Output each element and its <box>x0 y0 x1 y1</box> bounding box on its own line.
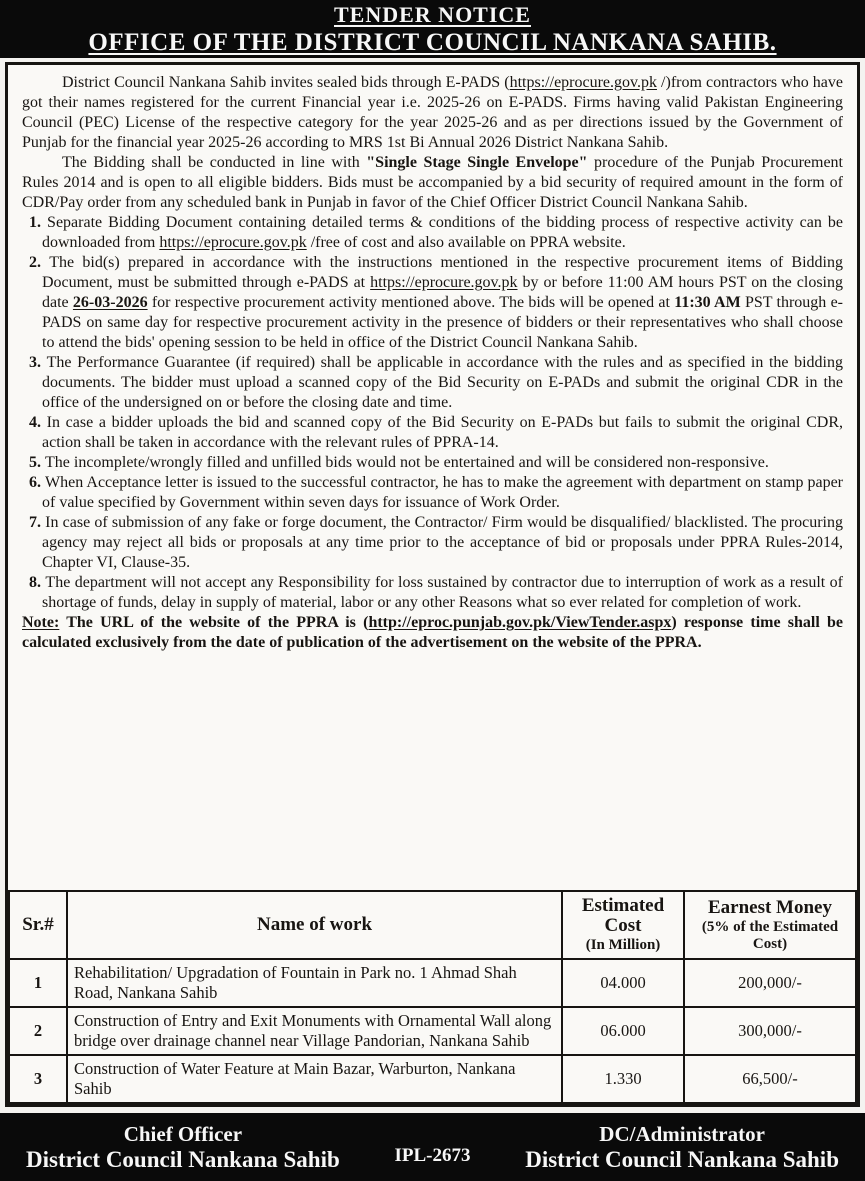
text-run: 3. <box>29 354 47 371</box>
text-run: by or before 11:00 AM hours PST on the closing date <box>42 274 843 311</box>
text-run: /free of cost and also available on PPRA website. <box>306 234 626 251</box>
text-run: 26-03-2026 <box>72 294 148 311</box>
url-text: http://eproc.punjab.gov.pk/ViewTender.aspx <box>368 614 672 631</box>
notice-footer-bar <box>0 1113 865 1181</box>
url-text: https://eprocure.gov.pk <box>509 74 657 91</box>
text-run: The incomplete/wrongly filled and unfilled bids would not be entertained and will be considered non-responsive. <box>45 454 769 471</box>
earnest-money-sublabel: (5% of the Estimated Cost) <box>701 918 839 952</box>
signatory-title: DC/Administrator <box>599 1121 765 1146</box>
text-run: PST through e-PADS on same day for respective procurement activity in the presence of bidders or their representatives who shall choose to attend the bids' opening session to be held in office of the District Council Nankana Sahib. <box>42 294 844 351</box>
text-run: 4. <box>29 414 47 431</box>
signatory-title: Chief Officer <box>123 1121 243 1146</box>
row-serial: 2 <box>9 1007 67 1055</box>
text-run: Note: <box>22 614 60 631</box>
table-row <box>9 1007 856 1055</box>
col-header-sr: Sr.# <box>9 891 67 959</box>
notice-title: TENDER NOTICE <box>334 1 531 27</box>
estimated-cost-sublabel: (In Million) <box>585 937 661 953</box>
condition-item-1 <box>22 213 843 253</box>
url-text: https://eprocure.gov.pk <box>159 234 307 251</box>
row-earnest-money: 200,000/- <box>684 959 856 1007</box>
row-work-name: Rehabilitation/ Upgradation of Fountain in Park no. 1 Ahmad Shah Road, Nankana Sahib <box>67 959 562 1007</box>
row-estimated-cost: 1.330 <box>562 1055 684 1103</box>
text-run: for respective procurement activity mentioned above. The bids will be opened at <box>147 294 675 311</box>
text-run: 7. <box>29 514 46 531</box>
col-header-earnest-money <box>684 891 856 959</box>
text-run: Separate Bidding Document containing detailed terms & conditions of the bidding process of respective activity can be downloaded from <box>42 214 844 251</box>
works-table <box>8 890 857 1104</box>
text-run: 1. <box>29 214 48 231</box>
condition-item-8 <box>22 573 843 613</box>
earnest-money-label: Earnest Money <box>707 896 832 918</box>
ppra-note <box>22 613 843 653</box>
condition-item-2 <box>22 253 843 353</box>
text-run: The Performance Guarantee (if required) shall be applicable in accordance with the rules and as specified in the bidding documents. The bidder must upload a scanned copy of the Bid Security on E-PADs and submit the original CDR in the office of the undersigned on or before the closing date and time. <box>42 354 844 411</box>
text-run: 5. <box>29 454 45 471</box>
text-run: The Bidding shall be conducted in line with <box>62 154 367 171</box>
col-header-estimated-cost <box>562 891 684 959</box>
url-text: https://eprocure.gov.pk <box>370 274 518 291</box>
row-earnest-money: 300,000/- <box>684 1007 856 1055</box>
text-run: 2. <box>29 254 50 271</box>
text-run: The URL of the website of the PPRA is ( <box>59 614 369 631</box>
row-earnest-money: 66,500/- <box>684 1055 856 1103</box>
text-run: In case of submission of any fake or forge document, the Contractor/ Firm would be disqualified/ blacklisted. The procuring agency may reject all bids or proposals at any time prior to the acceptance of bid or proposals under PPRA Rules-2014, Chapter VI, Clause-35. <box>42 514 843 571</box>
row-work-name: Construction of Water Feature at Main Bazar, Warburton, Nankana Sahib <box>67 1055 562 1103</box>
table-header-row <box>9 891 856 959</box>
notice-body-frame <box>5 62 860 1107</box>
text-run: The bid(s) prepared in accordance with the instructions mentioned in the respective procurement items of Bidding Document, must be submitted through e-PADS at <box>42 254 843 291</box>
text-run: procedure of the Punjab Procurement Rules 2014 and is open to all eligible bidders. Bids must be accompanied by a bid security of required amount in the form of CDR/Pay order from any scheduled bank in Punjab in favor of the Chief Officer District Council Nankana Sahib. <box>22 154 843 211</box>
table-row <box>9 1055 856 1103</box>
signatory-dc-administrator <box>525 1122 839 1173</box>
text-run: ) response time shall be calculated exclusively from the date of publication of the advertisement on the website of the PPRA. <box>22 614 843 651</box>
text-run: The department will not accept any Responsibility for loss sustained by contractor due to interruption of work as a result of shortage of funds, delay in supply of material, labor or any other Reasons what so ever related for completion of work. <box>42 574 843 611</box>
row-serial: 1 <box>9 959 67 1007</box>
office-title: OFFICE OF THE DISTRICT COUNCIL NANKANA SAHIB. <box>88 28 777 56</box>
intro-paragraph-1 <box>22 73 843 153</box>
signatory-chief-officer <box>26 1122 340 1173</box>
condition-item-6 <box>22 473 843 513</box>
condition-item-5 <box>22 453 843 473</box>
signatory-org: District Council Nankana Sahib <box>26 1146 340 1172</box>
col-header-name-of-work: Name of work <box>67 891 562 959</box>
text-run: /)from contractors who have got their names registered for the current Financial year i.e. 2025-26 on E-PADS. Firms having valid Pakistan Engineering Council (PEC) License of the respective category for the year 2025-26 and as per directions issued by the Government of Punjab for the financial year 2025-26 according to MRS 1st Bi Annual 2026 District Nankana Sahib. <box>22 74 843 151</box>
text-run: 8. <box>29 574 46 591</box>
signatory-org: District Council Nankana Sahib <box>525 1146 839 1172</box>
intro-paragraph-2 <box>22 153 843 213</box>
table-row <box>9 959 856 1007</box>
condition-item-4 <box>22 413 843 453</box>
text-run: District Council Nankana Sahib invites sealed bids through E-PADS ( <box>62 74 510 91</box>
row-estimated-cost: 06.000 <box>562 1007 684 1055</box>
text-run: In case a bidder uploads the bid and scanned copy of the Bid Security on E-PADs but fails to submit the original CDR, action shall be taken in accordance with the relevant rules of PPRA-14. <box>42 414 844 451</box>
notice-header-bar <box>0 0 865 58</box>
text-run: 11:30 AM <box>674 294 741 311</box>
row-serial: 3 <box>9 1055 67 1103</box>
text-run: When Acceptance letter is issued to the successful contractor, he has to make the agreement with department on stamp paper of value specified by Government within seven days for issuance of Work Order. <box>42 474 844 511</box>
condition-item-7 <box>22 513 843 573</box>
ipl-number: IPL-2673 <box>394 1145 471 1166</box>
text-run: 6. <box>29 474 46 491</box>
notice-text-block <box>8 65 857 653</box>
estimated-cost-label: Estimated Cost <box>581 895 665 936</box>
row-estimated-cost: 04.000 <box>562 959 684 1007</box>
text-run: "Single Stage Single Envelope" <box>366 154 588 171</box>
condition-item-3 <box>22 353 843 413</box>
row-work-name: Construction of Entry and Exit Monuments with Ornamental Wall along bridge over drainage channel near Village Pandorian, Nankana Sahib <box>67 1007 562 1055</box>
